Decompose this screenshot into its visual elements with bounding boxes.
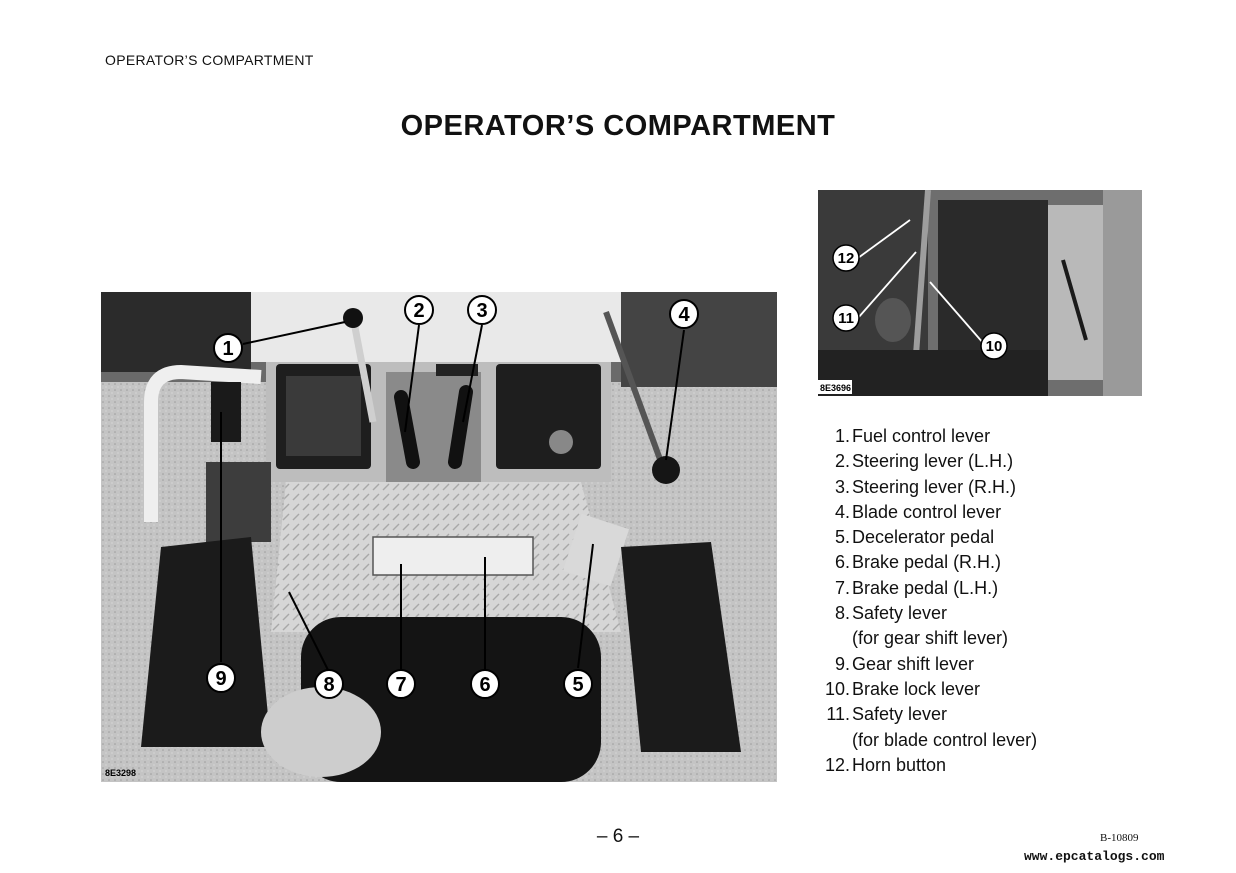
legend-item xyxy=(812,652,1037,677)
operator-compartment-photo xyxy=(101,292,777,782)
callout-1: 1 xyxy=(222,338,234,360)
legend-text: Gear shift lever xyxy=(852,653,975,674)
callout-3: 3 xyxy=(476,300,488,322)
legend-text: Brake pedal (R.H.) xyxy=(852,552,1002,573)
legend-number: 5. xyxy=(834,527,850,548)
callout-5: 5 xyxy=(572,674,584,696)
callout-2: 2 xyxy=(413,300,425,322)
callout-6: 6 xyxy=(479,674,491,696)
legend-number: 3. xyxy=(834,476,850,497)
legend-number: 1. xyxy=(834,426,850,446)
legend-number: 4. xyxy=(834,501,850,522)
legend-text: Horn button xyxy=(852,754,947,775)
legend-item xyxy=(812,500,1037,525)
blade-lever-inset-photo xyxy=(818,190,1142,396)
legend-text: Brake lock lever xyxy=(852,678,981,699)
legend-number: 8. xyxy=(834,603,850,624)
legend-item xyxy=(812,601,1037,652)
legend-item xyxy=(812,525,1037,550)
legend-text: Blade control lever xyxy=(852,501,1002,522)
legend-text: Safety lever xyxy=(852,603,948,624)
legend-item xyxy=(812,753,1037,778)
legend-item xyxy=(812,475,1037,500)
legend-text: Steering lever (R.H.) xyxy=(852,476,1017,497)
legend-text: Fuel control lever xyxy=(852,426,991,446)
legend-number: 2. xyxy=(834,451,850,472)
legend-number: 12. xyxy=(824,754,850,775)
main-photo-code: 8E3298 xyxy=(105,768,137,778)
legend-item xyxy=(812,576,1037,601)
legend-item xyxy=(812,550,1037,575)
legend-number: 6. xyxy=(834,552,850,573)
document-code: B-10809 xyxy=(1100,832,1139,844)
legend-subtext: (for gear shift lever) xyxy=(852,628,1009,649)
running-header: OPERATOR’S COMPARTMENT xyxy=(105,52,314,68)
legend-number: 11. xyxy=(826,704,850,725)
legend-item xyxy=(812,424,1037,449)
legend-item xyxy=(812,702,1037,753)
legend-subtext: (for blade control lever) xyxy=(852,729,1038,750)
inset-photo-code: 8E3696 xyxy=(820,383,852,393)
inset-callout-11: 11 xyxy=(838,310,854,327)
callout-7: 7 xyxy=(395,674,407,696)
callout-4: 4 xyxy=(678,304,690,326)
legend-text: Brake pedal (L.H.) xyxy=(852,577,999,598)
legend-number: 9. xyxy=(834,653,850,674)
page-number: – 6 – xyxy=(596,826,640,847)
legend-item xyxy=(812,449,1037,474)
legend-text: Steering lever (L.H.) xyxy=(852,451,1014,472)
inset-callout-12: 12 xyxy=(837,250,855,267)
legend-item xyxy=(812,677,1037,702)
callout-9: 9 xyxy=(215,668,227,690)
callout-8: 8 xyxy=(323,674,335,696)
legend-number: 7. xyxy=(834,577,850,598)
legend-text: Decelerator pedal xyxy=(852,527,995,548)
legend-text: Safety lever xyxy=(852,704,948,725)
legend-number: 10. xyxy=(824,678,850,699)
website-watermark: www.epcatalogs.com xyxy=(1024,849,1165,864)
inset-callout-10: 10 xyxy=(985,338,1003,355)
parts-legend xyxy=(812,424,1037,778)
page-title: OPERATOR’S COMPARTMENT xyxy=(400,110,836,142)
